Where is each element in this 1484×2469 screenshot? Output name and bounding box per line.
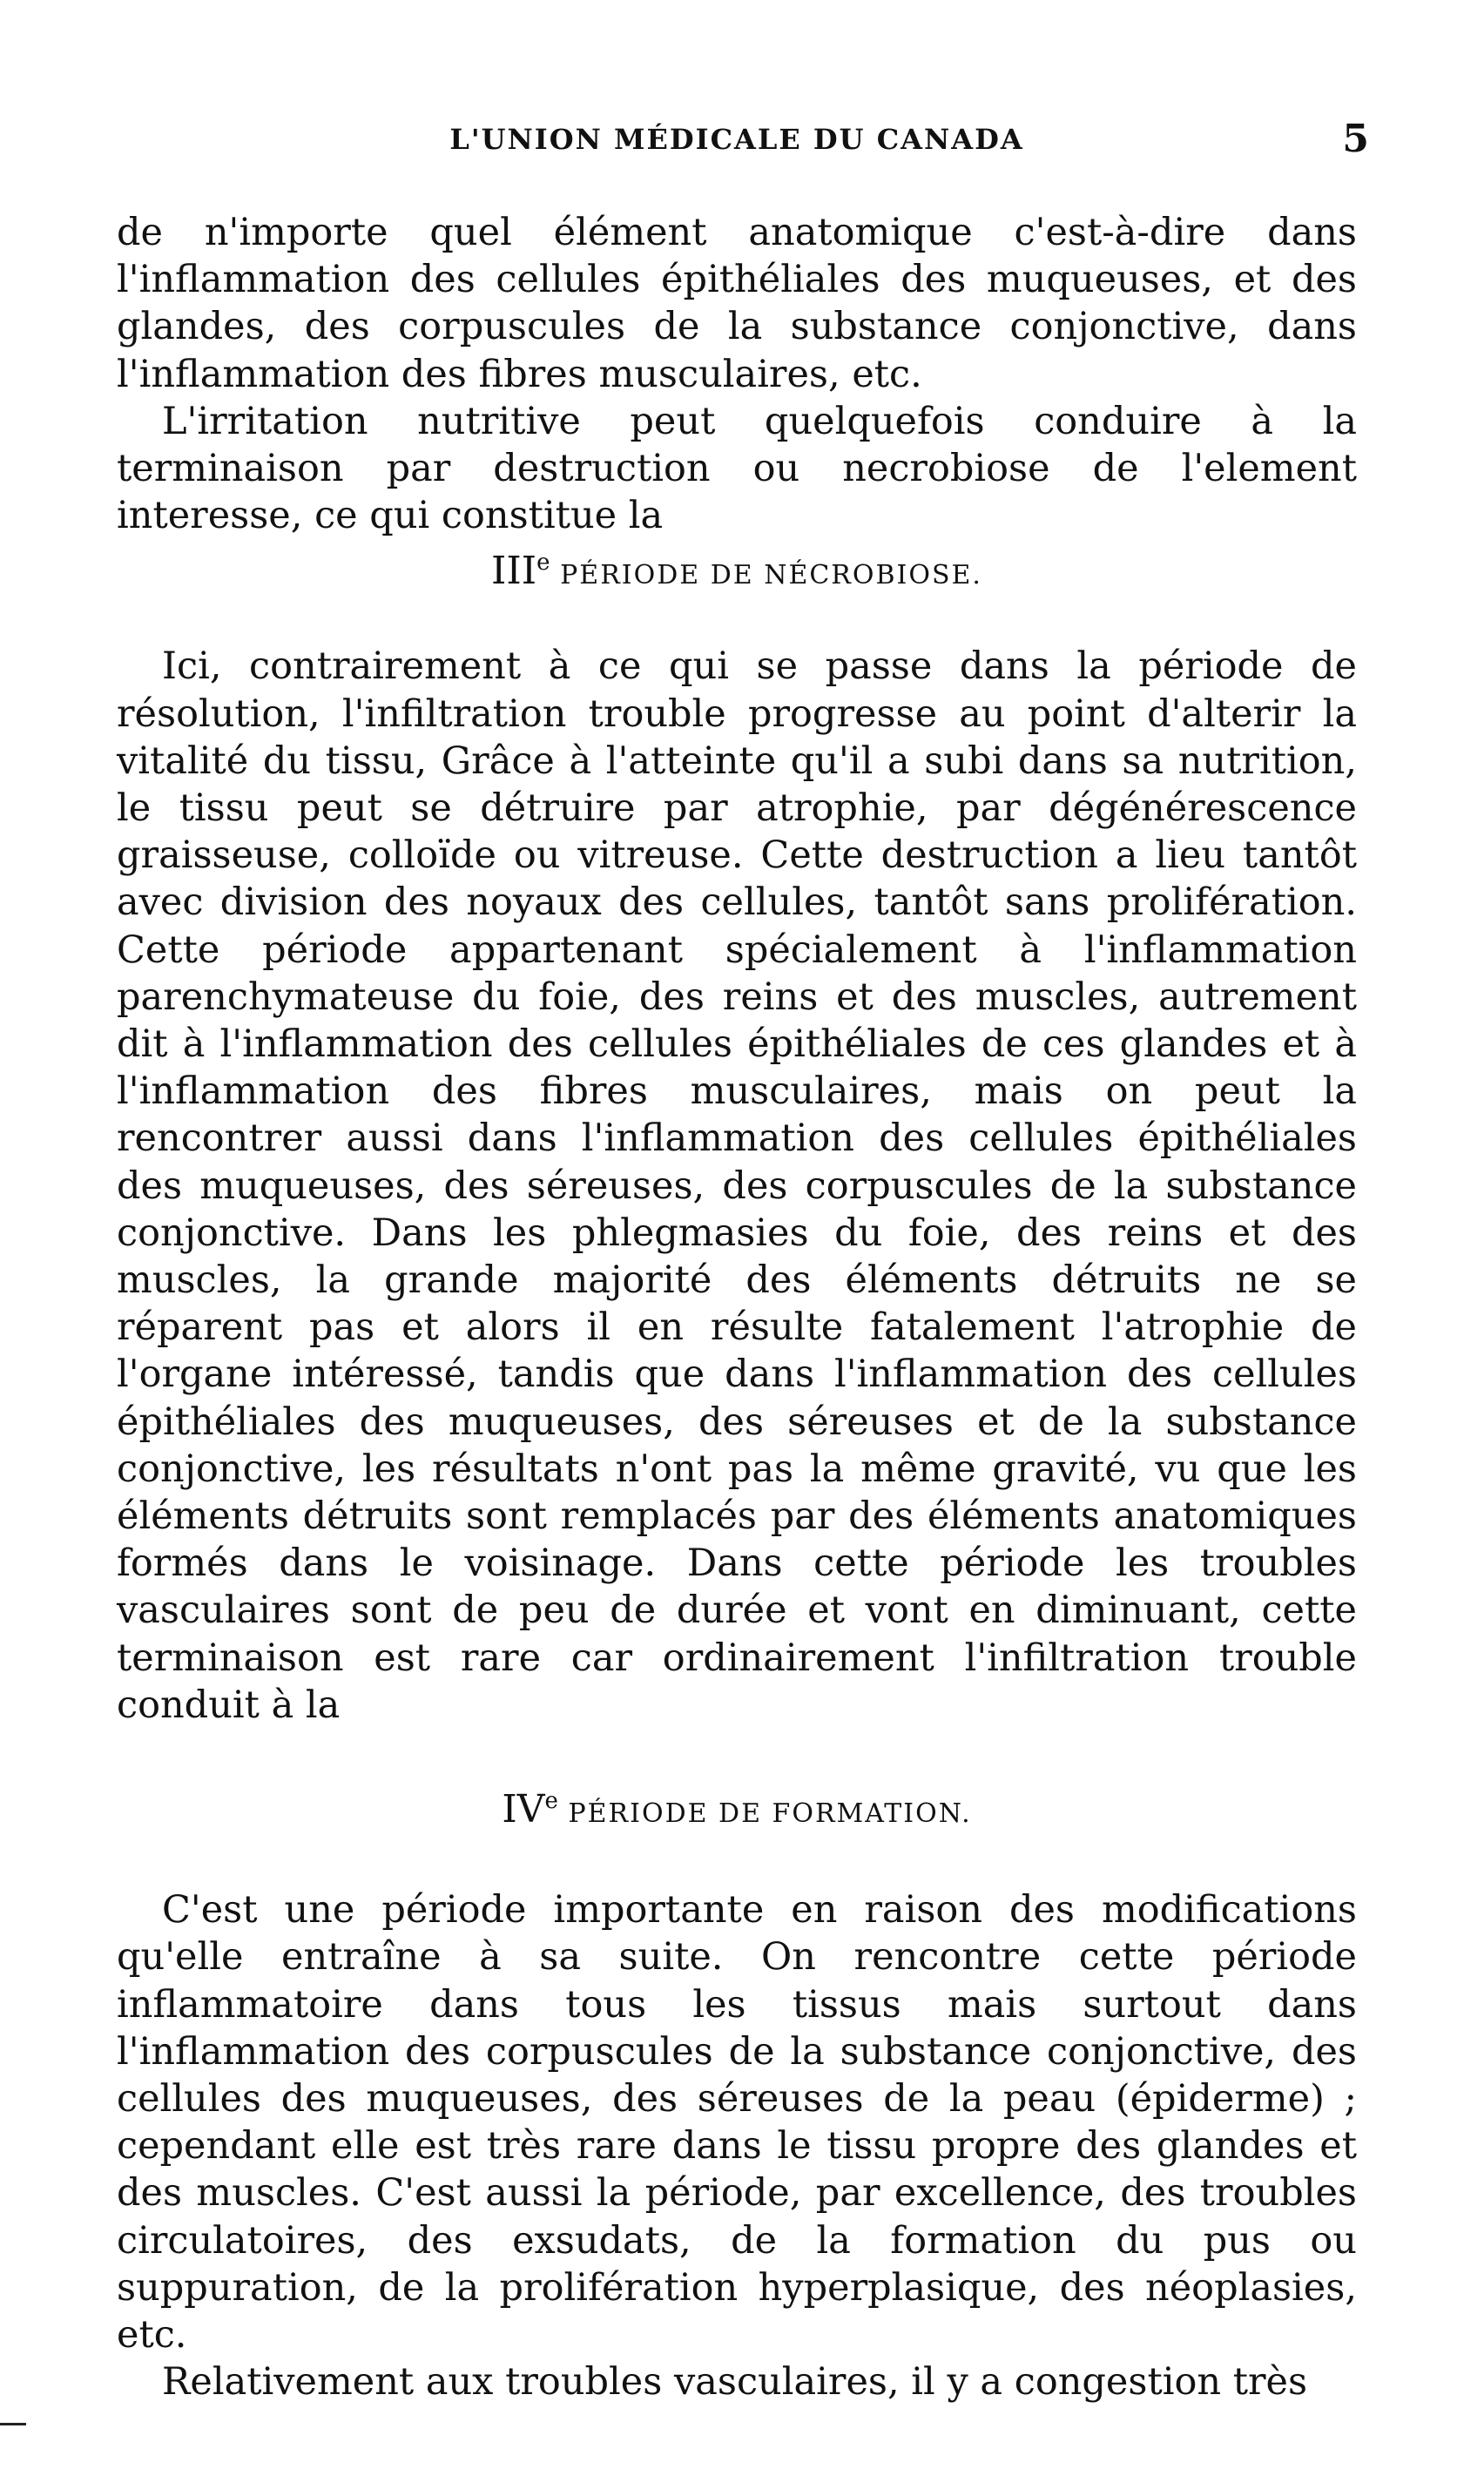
footer-rule (0, 2423, 26, 2425)
heading-numeral: IV (502, 1787, 545, 1832)
journal-title: L'UNION MÉDICALE DU CANADA (449, 123, 1024, 156)
heading-numeral: III (491, 549, 537, 594)
running-head (117, 117, 1369, 174)
paragraph-formation: C'est une période importante en raison des modifications qu'elle entraîne à sa suite. On rencontre cette période inflammatoire dans tous les tissus mais surtout dans l'inflammation des corpuscules de la substance conjonctive, des cellules des muqueuses, des séreuses de la peau (épiderme) ; cependant elle est très rare dans le tissu propre des glandes et des muscles. C'est aussi la période, par excellence, des troubles circulatoires, des exsudats, de la formation du pus ou suppuration, de la prolifération hyperplasique, des néoplasies, etc. (117, 1888, 1357, 2357)
heading-text: PÉRIODE DE NÉCROBIOSE. (560, 560, 982, 591)
heading-superscript: e (536, 550, 550, 577)
paragraph-troubles-vasculaires: Relativement aux troubles vasculaires, il y a congestion très (162, 2360, 1308, 2405)
section-heading-necrobiose (117, 539, 1357, 599)
paragraph-necrobiose: Ici, contrairement à ce qui se passe dans la période de résolution, l'infiltration trouble progresse au point d'alterir la vitalité du tissu, Grâce à l'atteinte qu'il a subi dans sa nutrition, le tissu peut se détruire par atrophie, par dégénérescence graisseuse, colloïde ou vitreuse. Cette destruction a lieu tantôt avec division des noyaux des cellules, tantôt sans prolifération. Cette période appartenant spécialement à l'inflammation parenchymateuse du foie, des reins et des muscles, autrement dit à l'inflammation des cellules épithéliales de ces glandes et à l'inflammation des fibres musculaires, mais on peut la rencontrer aussi dans l'inflammation des cellules épithéliales des muqueuses, des séreuses, des corpuscules de la substance conjonctive. Dans les phlegmasies du foie, des reins et des muscles, la grande majorité des éléments détruits ne se réparent pas et alors il en résulte fatalement l'atrophie de l'organe intéressé, tandis que dans l'inflammation des cellules épithéliales des muqueuses, des séreuses et de la substance conjonctive, les résultats n'ont pas la même gravité, vu que les éléments détruits sont remplacés par des éléments anatomiques formés dans le voisinage. Dans cette période les troubles vasculaires sont de peu de durée et vont en diminuant, cette terminaison est rare car ordinairement l'infiltration trouble conduit à la (117, 644, 1357, 1727)
heading-superscript: e (544, 1788, 558, 1815)
page (117, 117, 1369, 2405)
paragraph-continuation: de n'importe quel élément anatomique c'est-à-dire dans l'inflammation des cellules épithéliales des muqueuses, et des glandes, des corpuscules de la substance conjonctive, dans l'inflammation des fibres musculaires, etc. (117, 211, 1357, 396)
page-number: 5 (1342, 117, 1369, 161)
paragraph-irritation: L'irritation nutritive peut quelquefois conduire à la terminaison par destruction ou necrobiose de l'element interesse, ce qui constitue la (117, 399, 1357, 538)
heading-text: PÉRIODE DE FORMATION. (568, 1798, 972, 1830)
section-heading-formation (117, 1778, 1357, 1838)
